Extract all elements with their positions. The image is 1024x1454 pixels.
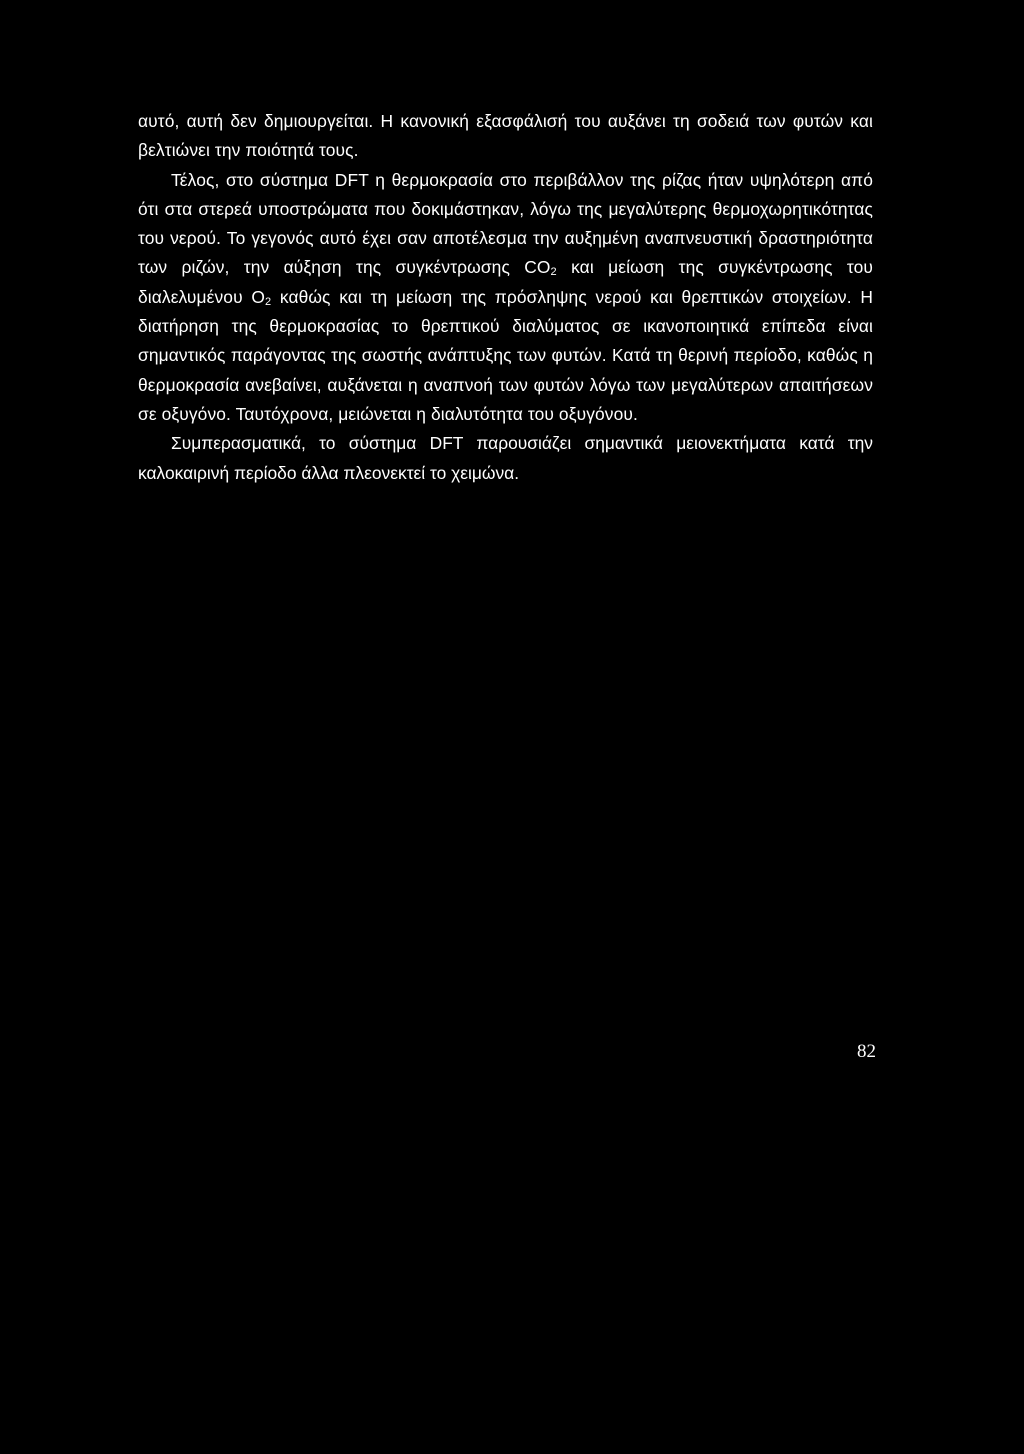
paragraph-2-text-part-2: και μείωση της συγκέντρωσης του διαλελυμένου O (138, 257, 873, 307)
paragraph-dft-temperature (138, 166, 873, 430)
co2-subscript: 2 (550, 266, 557, 279)
body-text (138, 107, 873, 488)
paragraph-continuation (138, 107, 873, 166)
paragraph-2-text-part-3: καθώς και τη μείωση της πρόσληψης νερού και θρεπτικών στοιχείων. Η διατήρηση της θερμοκρασίας το θρεπτικού διαλύματος σε ικανοποιητικά επίπεδα είναι σημαντικός παράγοντας της σωστής ανάπτυξης των φυτών. Κατά τη θερινή περίοδο, καθώς η θερμοκρασία ανεβαίνει, αυξάνεται η αναπνοή των φυτών λόγω των μεγαλύτερων απαιτήσεων σε οξυγόνο. Ταυτόχρονα, μειώνεται η διαλυτότητα του οξυγόνου. (138, 286, 873, 424)
paragraph-conclusion (138, 429, 873, 488)
paragraph-3-text: Συμπερασματικά, το σύστημα DFT παρουσιάζει σημαντικά μειονεκτήματα κατά την καλοκαιρινή περίοδο άλλα πλεονεκτεί το χειμώνα. (138, 433, 873, 483)
paragraph-2-text-part-1: Τέλος, στο σύστημα DFT η θερμοκρασία στο περιβάλλον της ρίζας ήταν υψηλότερη από ότι στα στερεά υποστρώματα που δοκιμάστηκαν, λόγω της μεγαλύτερης θερμοχωρητικότητας του νερού. Το γεγονός αυτό έχει σαν αποτέλεσμα την αυξημένη αναπνευστική δραστηριότητα των ριζών, την αύξηση της συγκέντρωσης CO (138, 169, 873, 278)
paragraph-1-text: αυτό, αυτή δεν δημιουργείται. Η κανονική εξασφάλισή του αυξάνει τη σοδειά των φυτών και βελτιώνει την ποιότητά τους. (138, 111, 873, 161)
o2-subscript: 2 (264, 295, 272, 308)
page-number: 82 (857, 1041, 876, 1062)
